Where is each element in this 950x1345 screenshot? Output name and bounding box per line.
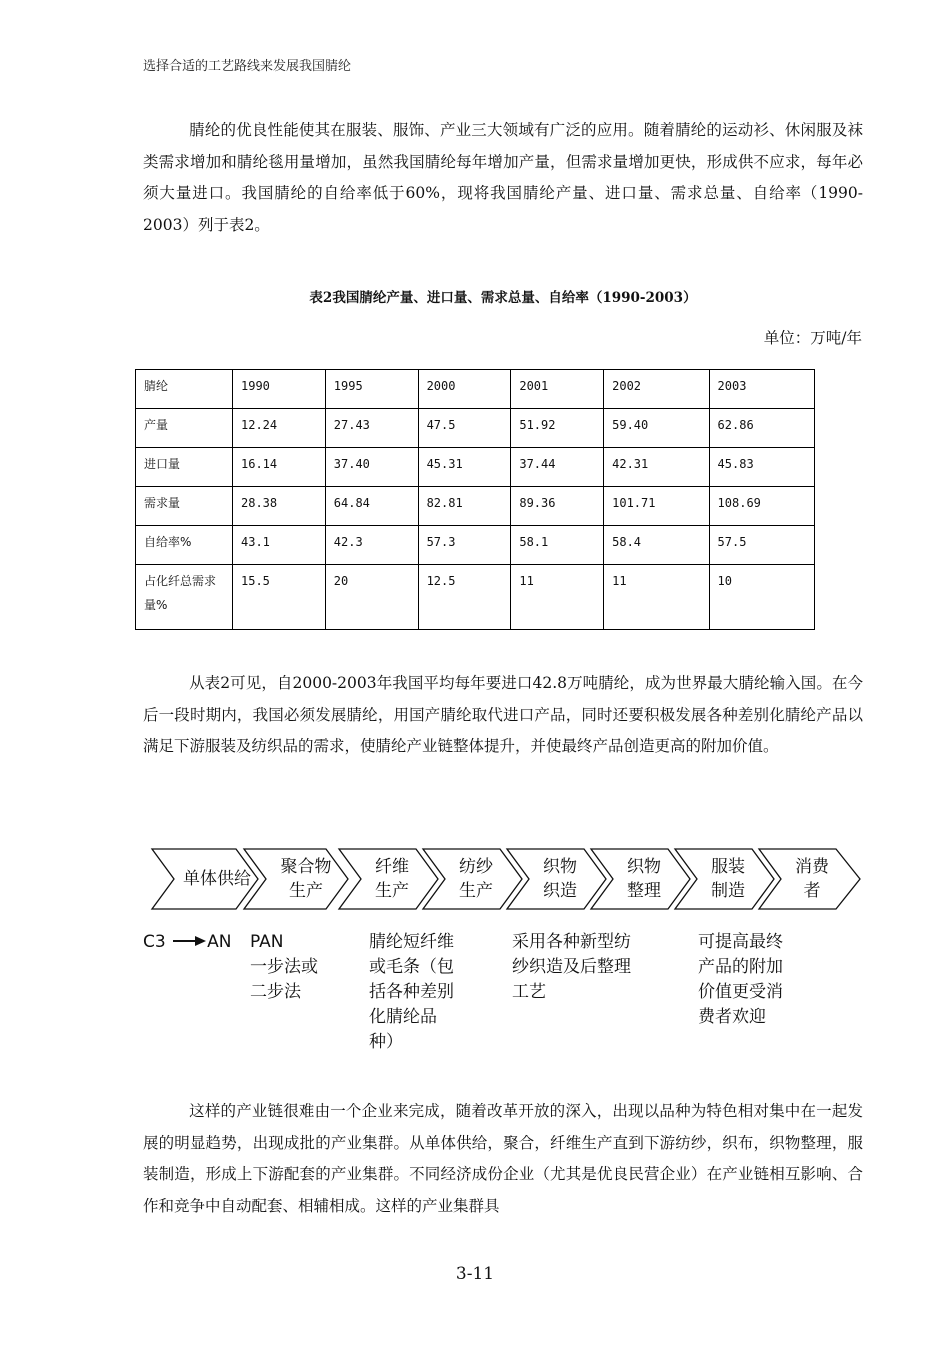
- chain-step-finishing: 织物 整理: [627, 857, 661, 901]
- note-consumer: 可提高最终 产品的附加 价值更受消 费者欢迎: [698, 932, 783, 1027]
- table-cell: 58.4: [604, 526, 709, 565]
- table-cell: 58.1: [511, 526, 604, 565]
- page-number: 3-11: [455, 1264, 495, 1284]
- table-caption: 表2我国腈纶产量、进口量、需求总量、自给率（1990-2003）: [309, 290, 697, 306]
- paragraph-cluster-text: 这样的产业链很难由一个企业来完成，随着改革开放的深入，出现以品种为特色相对集中在一起发展的明显趋势，出现成批的产业集群。从单体供给，聚合，纤维生产直到下游纺纱，织布，织物整理，服装制造，形成上下游配套的产业集群。不同经济成份企业（尤其是优良民营企业）在产业链相互影响、合作和竞争中自动配套、相辅相成。这样的产业集群具: [143, 1102, 863, 1215]
- table-cell: 45.31: [418, 448, 511, 487]
- note-monomer-source: C3: [143, 932, 166, 952]
- note-fiber: 腈纶短纤维 或毛条（包 括各种差别 化腈纶品 种）: [369, 932, 454, 1052]
- table-cell: 12.24: [233, 409, 326, 448]
- table-cell: 57.5: [709, 526, 814, 565]
- table-cell: 62.86: [709, 409, 814, 448]
- table-row: [136, 448, 815, 487]
- table-cell: 10: [709, 565, 814, 630]
- note-weaving: 采用各种新型纺 纱织造及后整理 工艺: [512, 932, 631, 1002]
- table-cell: 11: [511, 565, 604, 630]
- table-cell: 28.38: [233, 487, 326, 526]
- chain-step-spinning: 纺纱 生产: [459, 857, 493, 901]
- arrow-right-icon: [173, 935, 207, 947]
- table-cell: 进口量: [136, 448, 233, 487]
- paragraph-intro: [143, 115, 863, 241]
- table-cell: 产量: [136, 409, 233, 448]
- table-cell: 89.36: [511, 487, 604, 526]
- table-cell: 42.31: [604, 448, 709, 487]
- table-cell: 腈纶: [136, 370, 233, 409]
- table-cell: 2002: [604, 370, 709, 409]
- chain-step-fiber: 纤维 生产: [375, 857, 409, 901]
- table-cell: 82.81: [418, 487, 511, 526]
- table-cell: 12.5: [418, 565, 511, 630]
- table-cell: 1990: [233, 370, 326, 409]
- table-cell: 108.69: [709, 487, 814, 526]
- table-cell: 占化纤总需求量%: [136, 565, 233, 630]
- paragraph-cluster: [143, 1096, 863, 1222]
- table-cell: 2003: [709, 370, 814, 409]
- data-table: [135, 369, 815, 630]
- note-monomer: [143, 930, 231, 955]
- table-cell: 37.44: [511, 448, 604, 487]
- table-cell: 16.14: [233, 448, 326, 487]
- chain-step-weaving: 织物 织造: [543, 857, 577, 901]
- chain-chevrons: [150, 845, 870, 915]
- table-cell: 51.92: [511, 409, 604, 448]
- paragraph-intro-text: 腈纶的优良性能使其在服装、服饰、产业三大领域有广泛的应用。随着腈纶的运动衫、休闲服及袜类需求增加和腈纶毯用量增加，虽然我国腈纶每年增加产量，但需求量增加更快，形成供不应求，每年必须大量进口。我国腈纶的自给率低于60%，现将我国腈纶产量、进口量、需求总量、自给率（1990-2003）列于表2。: [143, 121, 863, 234]
- table-row: [136, 409, 815, 448]
- table-cell: 64.84: [325, 487, 418, 526]
- note-monomer-target: AN: [207, 932, 232, 952]
- table-row: [136, 565, 815, 630]
- table-row: [136, 526, 815, 565]
- table-row: [136, 487, 815, 526]
- chain-step-consumer: 消费 者: [795, 857, 829, 901]
- note-polymer: PAN 一步法或 二步法: [250, 932, 318, 1002]
- table-cell: 27.43: [325, 409, 418, 448]
- table-cell: 2001: [511, 370, 604, 409]
- industry-chain-diagram: [150, 845, 870, 915]
- table-cell: 20: [325, 565, 418, 630]
- table-cell: 101.71: [604, 487, 709, 526]
- table-cell: 37.40: [325, 448, 418, 487]
- paragraph-analysis-text: 从表2可见，自2000-2003年我国平均每年要进口42.8万吨腈纶，成为世界最大腈纶输入国。在今后一段时期内，我国必须发展腈纶，用国产腈纶取代进口产品，同时还要积极发展各种差别化腈纶产品以满足下游服装及纺织品的需求，使腈纶产业链整体提升，并使最终产品创造更高的附加价值。: [143, 674, 863, 755]
- table-cell: 2000: [418, 370, 511, 409]
- chain-step-polymer: 聚合物 生产: [280, 857, 332, 901]
- table-cell: 45.83: [709, 448, 814, 487]
- table-cell: 59.40: [604, 409, 709, 448]
- table-cell: 需求量: [136, 487, 233, 526]
- paragraph-analysis: [143, 668, 863, 763]
- chain-step-monomer: 单体供给: [183, 869, 251, 889]
- table-cell: 42.3: [325, 526, 418, 565]
- table-cell: 自给率%: [136, 526, 233, 565]
- table-cell: 57.3: [418, 526, 511, 565]
- chain-step-garment: 服装 制造: [711, 857, 745, 901]
- table-row: [136, 370, 815, 409]
- table-cell: 43.1: [233, 526, 326, 565]
- table-cell: 1995: [325, 370, 418, 409]
- running-header: 选择合适的工艺路线来发展我国腈纶: [143, 59, 352, 74]
- table-cell: 15.5: [233, 565, 326, 630]
- table-cell: 11: [604, 565, 709, 630]
- table-unit: 单位：万吨/年: [763, 329, 862, 347]
- table-cell: 47.5: [418, 409, 511, 448]
